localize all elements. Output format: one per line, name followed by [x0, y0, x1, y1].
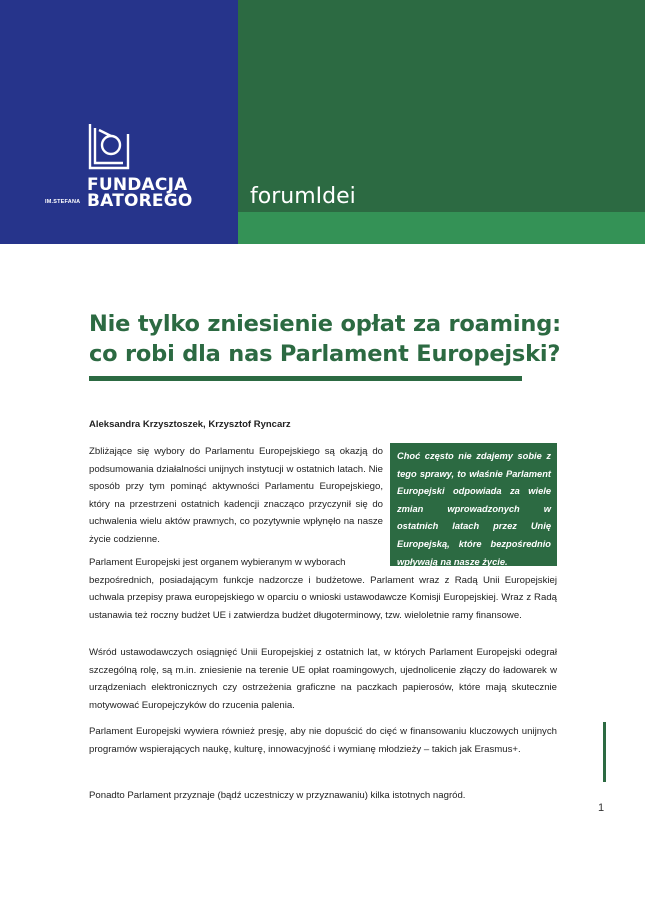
paragraph-4: Parlament Europejski wywiera również presję, aby nie dopuścić do cięć w finansowaniu kluczowych unijnych programów wspierających naukę, kulturę, innowacyjność i wymianę młodzieży – takich jak Erasmus+.	[89, 726, 557, 755]
page-number: 1	[598, 802, 605, 814]
pull-quote-text: Choć często nie zdajemy sobie z tego sprawy, to właśnie Parlament Europejski odpowiada za wiele zmian wprowadzonych w ostatnich latach przez Unię Europejską, które bezpośrednio wpływają na nasze życie.	[397, 451, 551, 567]
header-green-strip	[238, 212, 645, 244]
logo-text-fundacja: FUNDACJA	[87, 175, 188, 195]
logo-text-batorego: BATOREGO	[87, 191, 193, 211]
fundacja-batorego-logo-icon	[87, 122, 131, 170]
paragraph-3: Wśród ustawodawczych osiągnięć Unii Europejskiej z ostatnich lat, w których Parlament Europejski odegrał szczególną rolę, są m.in. zniesienie na terenie UE opłat roamingowych, ujednolicenie złączy do ładowarek w urządzeniach elektronicznych czy ostrzeżenia graficzne na paczkach papierosów, które mają skutecznie motywować Europejczyków do rzucenia palenia.	[89, 647, 557, 711]
paragraph-1: Zbliżające się wybory do Parlamentu Europejskiego są okazją do podsumowania działalności unijnych instytucji w ostatnich latach. Nie sposób przy tym pominąć aktywności Parlamentu Europejskiego, który na przestrzeni ostatnich kadencji znacząco przyczynił się do uchwalenia wielu aktów prawnych, co pozytywnie wpłynęło na nasze życie codzienne.	[89, 446, 383, 545]
title-underline	[89, 376, 522, 381]
article-title-line2: co robi dla nas Parlament Europejski?	[89, 341, 561, 367]
series-name: forumIdei	[250, 184, 356, 209]
logo-text-im-stefana: IM.STEFANA	[45, 199, 81, 205]
paragraph-2-first-line: Parlament Europejski jest organem wybieranym w wyborach	[89, 557, 346, 568]
article-title	[89, 309, 561, 369]
article-authors: Aleksandra Krzysztoszek, Krzysztof Ryncarz	[89, 419, 291, 430]
article-title-line1: Nie tylko zniesienie opłat za roaming:	[89, 311, 561, 337]
pull-quote-box	[390, 443, 557, 566]
paragraph-5: Ponadto Parlament przyznaje (bądź uczestniczy w przyznawaniu) kilka istotnych nagród.	[89, 790, 466, 801]
margin-accent-bar	[603, 722, 606, 782]
paragraph-2: bezpośrednich, posiadającym funkcje nadzorcze i budżetowe. Parlament wraz z Radą Unii Europejskiej uchwala przepisy prawa europejskiego w oparciu o wnioski ustawodawcze Komisji Europejskiej. Wraz z Radą ustanawia też roczny budżet UE i zatwierdza budżet długoterminowy, tzw. wieloletnie ramy finansowe.	[89, 574, 557, 621]
header-green-panel	[238, 0, 645, 212]
